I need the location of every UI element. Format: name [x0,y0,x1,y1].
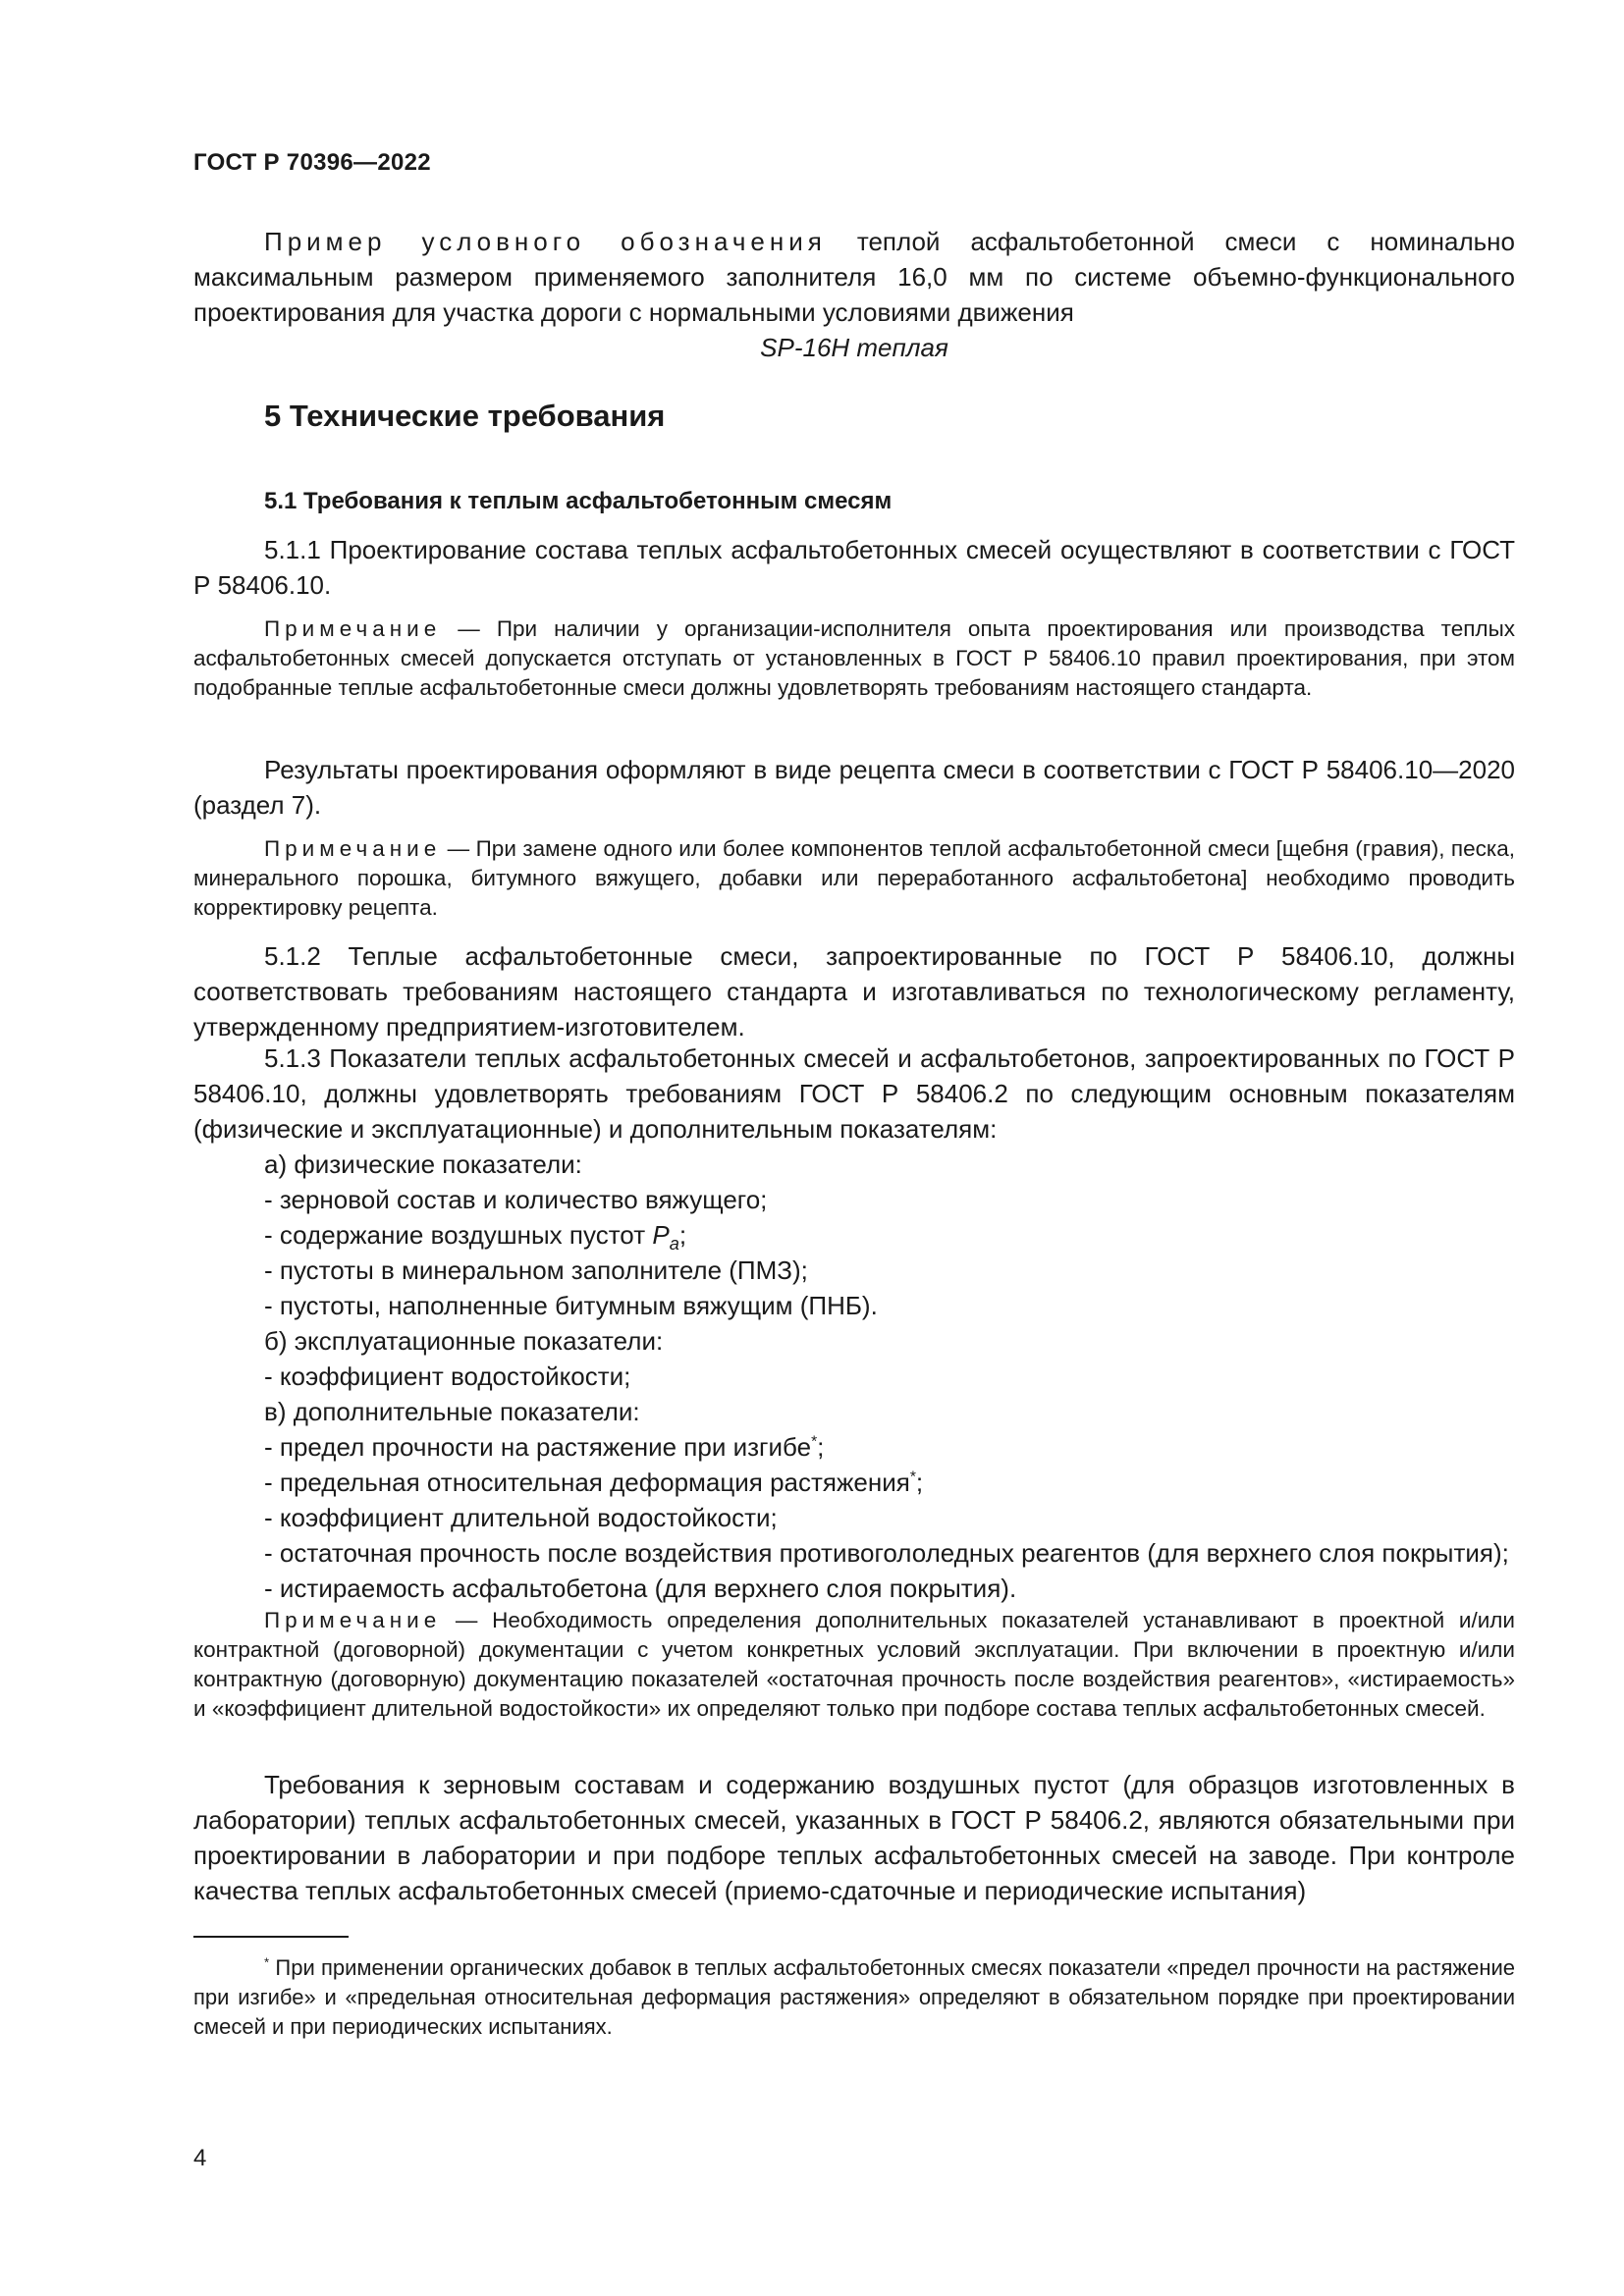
footnote [193,1953,1515,2042]
list-c-item-1-text: - предел прочности на растяжение при изгибе [264,1432,812,1462]
example-designation: SP-16H теплая [760,333,948,362]
air-voids-symbol: P [652,1220,670,1250]
footnote-text: При применении органических добавок в теплых асфальтобетонных смесях показатели «предел прочности на растяжение при изгибе» и «предельная относительная деформация растяжения» определяют в обязательном порядке при проектировании смесей и при периодических испытаниях. [193,1955,1515,2039]
list-c-item-3: - коэффициент длительной водостойкости; [264,1503,778,1532]
example-paragraph [193,224,1515,330]
note-1-paragraph [193,614,1515,703]
list-c-item-4: - остаточная прочность после воздействия противогололедных реагентов (для верхнего слоя покрытия); [264,1538,1509,1568]
list-a-item-1: - зерновой состав и количество вяжущего; [264,1185,768,1214]
subsection-heading [193,485,1515,518]
subsection-title: 5.1 Требования к теплым асфальтобетонным смесям [264,488,893,514]
list-c-item-2 [193,1465,1515,1500]
list-c-item-2-end: ; [915,1468,924,1497]
list-c-item-2-text: - предельная относительная деформация растяжения [264,1468,910,1497]
page-number: 4 [193,2145,207,2171]
footnote-mark: * [264,1954,270,1970]
list-b-item-1: - коэффициент водостойкости; [264,1362,631,1391]
example-designation-block [193,224,1515,365]
clause-5-1-2 [193,938,1515,1044]
example-lead: Пример условного обозначения [264,227,827,256]
list-a-item-2-text: - содержание воздушных пустот [264,1220,653,1250]
section-title: 5 Технические требования [264,399,666,433]
clause-5-1-2-text: 5.1.2 Теплые асфальтобетонные смеси, запроектированные по ГОСТ Р 58406.10, должны соответствовать требованиям настоящего стандарта и изготавливаться по технологическому регламенту, утвержденному предприятием-изготовителем. [193,941,1515,1041]
note-3-paragraph [193,1606,1515,1724]
list-a-item-2 [193,1217,1515,1253]
list-a-item-2-end: ; [678,1220,687,1250]
clause-5-1-1 [193,532,1515,603]
final-paragraph-text: Требования к зерновым составам и содержанию воздушных пустот (для образцов изготовленных в лаборатории) теплых асфальтобетонных смесей, указанных в ГОСТ Р 58406.2, являются обязательными при проектировании в лаборатории и при подборе теплых асфальтобетонных смесей на заводе. При контроле качества теплых асфальтобетонных смесей (приемо-сдаточные и периодические испытания) [193,1770,1515,1905]
list-c-item-1 [193,1429,1515,1465]
list-c-item-5: - истираемость асфальтобетона (для верхнего слоя покрытия). [264,1574,1017,1603]
standard-id-header: ГОСТ Р 70396—2022 [193,149,431,176]
clause-5-1-1-text: 5.1.1 Проектирование состава теплых асфальтобетонных смесей осуществляют в соответствии с ГОСТ Р 58406.10. [193,535,1515,600]
note-1-label: Примечание [264,616,442,641]
clause-5-1-3 [193,1041,1515,1606]
results-paragraph [193,752,1515,823]
results-text: Результаты проектирования оформляют в виде рецепта смеси в соответствии с ГОСТ Р 58406.10—2020 (раздел 7). [193,755,1515,820]
list-b-heading: б) эксплуатационные показатели: [264,1326,664,1356]
note-1 [193,614,1515,703]
footnote-ref-1[interactable]: * [811,1433,818,1451]
list-c-item-1-end: ; [817,1432,825,1462]
note-2-label: Примечание [264,836,442,861]
note-3-label: Примечание [264,1608,442,1632]
note-3 [193,1606,1515,1724]
list-c-heading: в) дополнительные показатели: [264,1397,640,1426]
footnote-ref-2[interactable]: * [909,1468,916,1486]
footnote-divider [193,1936,349,1938]
note-1-text: — При наличии у организации-исполнителя опыта проектирования или производства теплых асфальтобетонных смесей допускается отступать от установленных в ГОСТ Р 58406.10 правил проектирования, при этом подобранные теплые асфальтобетонные смеси должны удовлетворять требованиям настоящего стандарта. [193,616,1515,700]
list-a-item-4: - пустоты, наполненные битумным вяжущим (ПНБ). [264,1291,878,1320]
list-a-item-3: - пустоты в минеральном заполнителе (ПМЗ); [264,1255,808,1285]
note-2-paragraph [193,834,1515,923]
list-a-heading: а) физические показатели: [264,1149,582,1179]
section-heading [193,397,1515,436]
note-2 [193,834,1515,923]
note-2-text: — При замене одного или более компонентов теплой асфальтобетонной смеси [щебня (гравия), песка, минерального порошка, битумного вяжущего, добавки или переработанного асфальтобетона] необходимо проводить корректировку рецепта. [193,836,1515,920]
final-paragraph [193,1767,1515,1908]
footnote-paragraph [193,1953,1515,2042]
air-voids-subscript: a [669,1234,679,1255]
note-3-text: — Необходимость определения дополнительных показателей устанавливают в проектной и/или контрактной (договорной) документации с учетом конкретных условий эксплуатации. При включении в проектную и/или контрактную (договорную) документацию показателей «остаточная прочность после воздействия реагентов», «истираемость» и «коэффициент длительной водостойкости» их определяют только при подборе состава теплых асфальтобетонных смесей. [193,1608,1515,1721]
example-text: теплой асфальтобетонной смеси с номинально максимальным размером применяемого заполнителя 16,0 мм по системе объемно-функционального проектирования для участка дороги с нормальными условиями движения [193,227,1515,327]
clause-5-1-3-text: 5.1.3 Показатели теплых асфальтобетонных смесей и асфальтобетонов, запроектированных по ГОСТ Р 58406.10, должны удовлетворять требованиям ГОСТ Р 58406.2 по следующим основным показателям (физические и эксплуатационные) и дополнительным показателям: [193,1043,1515,1144]
